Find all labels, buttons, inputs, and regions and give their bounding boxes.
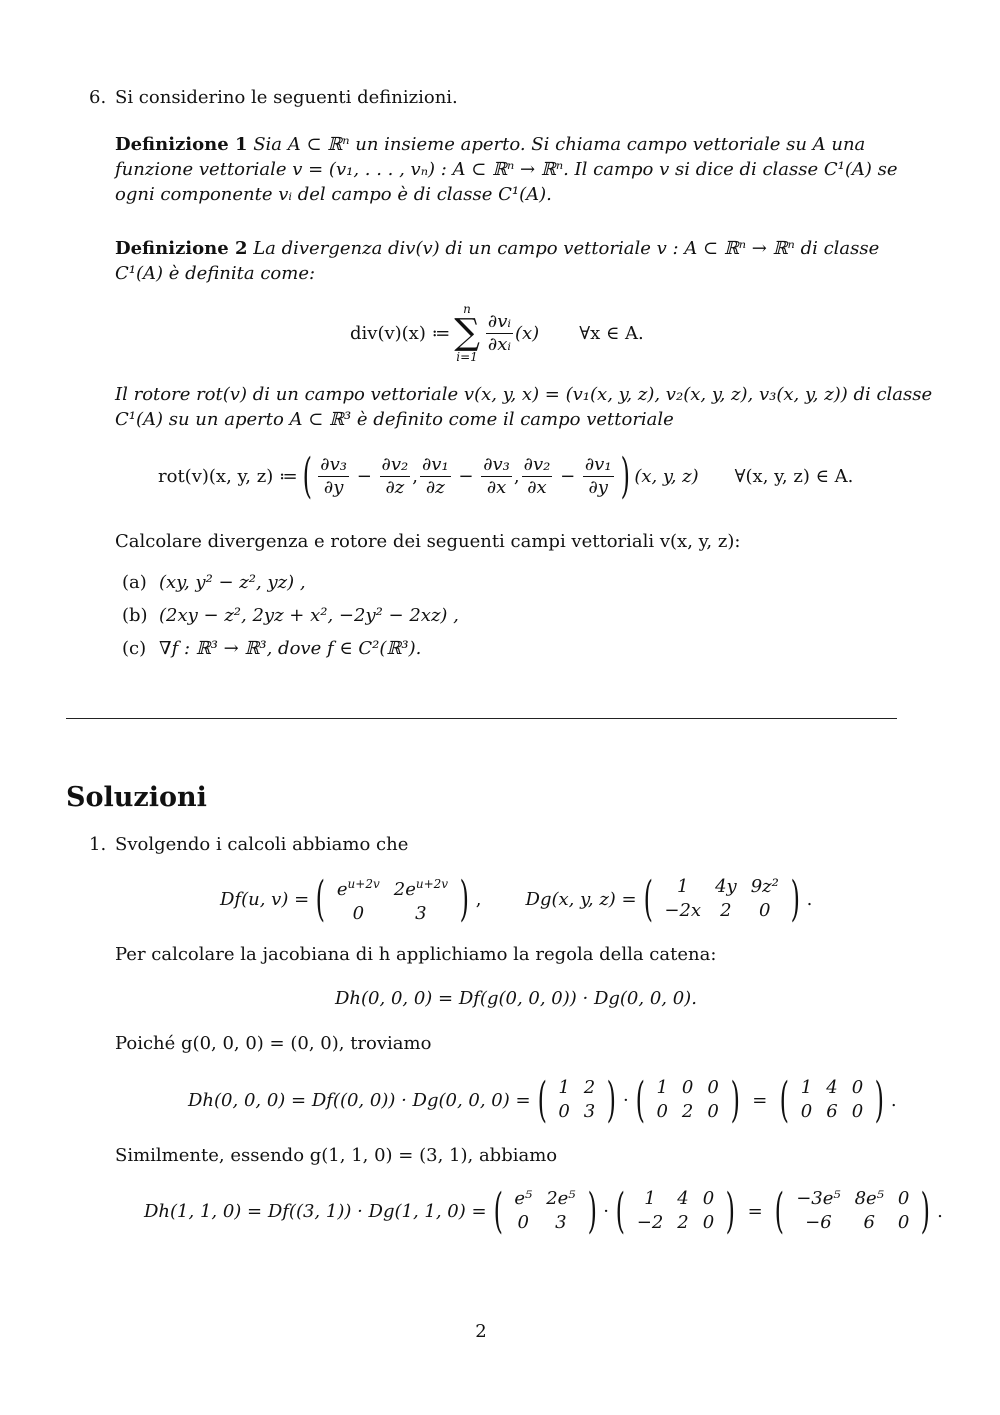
matrix-cell: 0 [897,1212,910,1233]
matrix-cell: 9z² [750,876,779,897]
definition-1-line-2: funzione vettoriale v = (v₁, . . . , vₙ) : A ⊂ ℝⁿ → ℝⁿ. Il campo v si dice di classe C¹(A) se [115,159,898,180]
eq0-matrix-1: ( 1 2 0 3 ) [537,1072,617,1128]
rotor-fraction-2 [380,454,411,499]
fraction-denominator: ∂x [486,476,507,498]
fraction-numerator: ∂v₃ [320,453,347,475]
matrix-cell: 0 [851,1077,864,1098]
sum-lower-limit: i=1 [456,350,478,364]
divergence-formula [350,302,644,364]
right-paren: ) [620,448,630,504]
item-b-label: (b) [122,605,148,626]
page-number: 2 [475,1321,487,1342]
fraction-denominator: ∂xᵢ [487,333,511,355]
eq0-matrix-3: ( 1 4 0 0 6 0 ) [779,1072,885,1128]
matrix-cell: 0 [517,1212,529,1233]
rotor-fraction-6 [583,454,614,499]
fraction-numerator: ∂v₂ [523,453,551,475]
matrix-cell: −2 [636,1212,664,1233]
fraction-denominator: ∂y [323,476,344,498]
summation-symbol: n ∑ i=1 [454,302,480,364]
df-lhs: Df(u, v) = [220,888,310,910]
matrix-cell: $e^{u+2v}$ [336,877,380,900]
matrix-cell: 8e⁵ [854,1188,884,1209]
matrix-cell: 2 [681,1101,694,1122]
fraction-denominator: ∂z [425,476,445,498]
item-a-label: (a) [122,572,147,593]
divergence-argument: (x) [515,322,540,344]
item-a-text: (xy, y² − z², yz) , [159,572,306,593]
eq1-matrix-3: ( −3e⁵ 8e⁵ 0 −6 6 0 ) [775,1183,931,1239]
item-b-text: (2xy − z², 2yz + x², −2y² − 2xz) , [159,605,459,626]
matrix-cell: 3 [555,1212,567,1233]
matrix-cell: 3 [583,1101,596,1122]
definition-2-line-2: C¹(A) è definita come: [115,263,316,284]
jacobian-at-110: Dh(1, 1, 0) = Df((3, 1)) · Dg(1, 1, 0) = ( e⁵ 2e⁵ 0 3 ) · ( 1 4 0 −2 2 0 ) = ( −3e⁵ 8e⁵ 0 −6 6 0 ) . [144,1183,943,1239]
matrix-cell: −3e⁵ [796,1188,841,1209]
matrix-cell: 1 [656,1077,668,1098]
matrix-cell: 1 [558,1077,570,1098]
rotor-fraction-4 [481,454,512,499]
definition-2-label: Definizione 2 [115,238,248,259]
rotor-lhs: rot(v)(x, y, z) ≔ [158,465,298,487]
fraction-denominator: ∂y [588,476,608,498]
solution-line-3: Poiché g(0, 0, 0) = (0, 0), troviamo [115,1033,432,1054]
eq1-matrix-2: ( 1 4 0 −2 2 0 ) [615,1183,736,1239]
jacobian-at-origin: Dh(0, 0, 0) = Df((0, 0)) · Dg(0, 0, 0) = ( 1 2 0 3 ) · ( 1 0 0 0 2 0 ) = ( 1 4 0 0 6 0 ) . [188,1072,897,1128]
solutions-heading: Soluzioni [66,782,207,813]
solution-line-2: Per calcolare la jacobiana di h applichiamo la regola della catena: [115,944,717,965]
matrix-cell: 4 [677,1188,689,1209]
eq0-lhs: Dh(0, 0, 0) = Df((0, 0)) · Dg(0, 0, 0) = [188,1089,531,1111]
fraction-numerator: ∂vᵢ [487,310,511,332]
matrix-cell: 1 [800,1077,813,1098]
matrix-cell: 4y [715,876,737,897]
rotor-fraction-3 [420,454,451,499]
item-c-text: ∇f : ℝ³ → ℝ³, dove f ∈ C²(ℝ³). [159,638,422,659]
rotor-line-1: Il rotore rot(v) di un campo vettoriale v(x, y, x) = (v₁(x, y, z), v₂(x, y, z), v₃(x, y, z)) di classe [115,384,933,405]
definition-1-line-3: ogni componente vᵢ del campo è di classe C¹(A). [115,184,552,205]
matrix-cell: 0 [707,1101,719,1122]
matrix-cell: 0 [702,1212,715,1233]
matrix-cell: 6 [826,1101,838,1122]
rotor-fraction-5 [522,454,553,499]
eq1-lhs: Dh(1, 1, 0) = Df((3, 1)) · Dg(1, 1, 0) = [144,1200,487,1222]
fraction-numerator: ∂v₂ [381,453,409,475]
fraction-denominator: ∂z [385,476,405,498]
definition-1-text-1: Sia A ⊂ ℝⁿ un insieme aperto. Si chiama campo vettoriale su A una [253,134,866,155]
left-paren: ( [302,448,312,504]
matrix-cell: 0 [851,1101,864,1122]
divergence-forall: ∀x ∈ A. [579,322,644,344]
matrix-cell: $2e^{u+2v}$ [393,877,449,900]
matrix-cell: 3 [415,903,427,924]
matrix-cell: 2e⁵ [546,1188,576,1209]
dg-lhs: Dg(x, y, z) = [525,888,637,910]
rotor-formula: rot(v)(x, y, z) ≔ ( $\frac{\text{∂v₃}}{\partial y}$ − $\frac{\text{∂v₂}}{\partial z}$ , $\frac{\text{∂v₁}}{\partial z}$ − $\frac{\text{∂v₃}}{\partial x}$ , $\frac{\text{∂v₂}}{\partial x}$ − $\frac{\text{∂v₁}}{\partial y}$ ) (x, y, z) ∀(x, y, z) ∈ A. [158,448,854,504]
matrix-cell: −6 [805,1212,832,1233]
matrix-cell: 2 [720,900,732,921]
task-statement: Calcolare divergenza e rotore dei seguenti campi vettoriali v(x, y, z): [115,531,741,552]
matrix-cell: 0 [707,1077,719,1098]
matrix-cell: 0 [352,903,365,924]
eq1-matrix-1: ( e⁵ 2e⁵ 0 3 ) [493,1183,597,1239]
matrix-cell: 2 [583,1077,596,1098]
definition-2-line-1 [115,237,879,261]
exercise-intro: Si considerino le seguenti definizioni. [115,87,458,108]
solution-line-1: Svolgendo i calcoli abbiamo che [115,834,409,855]
exercise-number: 6. [89,87,107,108]
definition-1-line-1 [115,133,865,157]
matrix-cell: 2 [677,1212,689,1233]
jacobian-formulas: Df(u, v) = ( $e^{u+2v}$ $2e^{u+2v}$ 0 3 ) , Dg(x, y, z) = ( 1 4y 9z² −2x 2 0 ) . [220,871,813,927]
solution-line-4: Similmente, essendo g(1, 1, 0) = (3, 1), abbiamo [115,1145,558,1166]
sum-upper-limit: n [463,302,471,316]
matrix-cell: 1 [644,1188,656,1209]
item-c-label: (c) [122,638,147,659]
fraction-numerator: ∂v₁ [421,453,449,475]
chain-rule-formula: Dh(0, 0, 0) = Df(g(0, 0, 0)) · Dg(0, 0, 0). [335,988,697,1009]
fraction-numerator: ∂v₃ [483,453,510,475]
eq0-matrix-2: ( 1 0 0 0 2 0 ) [635,1072,740,1128]
matrix-cell: 0 [759,900,771,921]
matrix-cell: 1 [676,876,689,897]
fraction-denominator: ∂x [527,476,547,498]
matrix-cell: 0 [702,1188,715,1209]
rotor-fraction-1 [318,454,349,499]
dg-matrix: ( 1 4y 9z² −2x 2 0 ) [643,871,800,927]
horizontal-rule [66,718,897,719]
divergence-fraction [486,311,513,356]
rotor-argument: (x, y, z) [634,465,699,487]
matrix-cell: 6 [863,1212,875,1233]
df-matrix: ( $e^{u+2v}$ $2e^{u+2v}$ 0 3 ) [315,871,470,927]
definition-1-label: Definizione 1 [115,134,248,155]
solution-number: 1. [89,834,107,855]
fraction-numerator: ∂v₁ [584,453,612,475]
divergence-lhs: div(v)(x) ≔ [350,322,451,344]
rotor-line-2: C¹(A) su un aperto A ⊂ ℝ³ è definito come il campo vettoriale [115,409,674,430]
matrix-cell: 0 [681,1077,694,1098]
matrix-cell: 0 [897,1188,910,1209]
definition-2-text-1: La divergenza div(v) di un campo vettoriale v : A ⊂ ℝⁿ → ℝⁿ di classe [253,238,880,259]
matrix-cell: 0 [800,1101,813,1122]
matrix-cell: 0 [656,1101,668,1122]
matrix-cell: 4 [826,1077,838,1098]
matrix-cell: −2x [664,900,702,921]
matrix-cell: 0 [558,1101,570,1122]
matrix-cell: e⁵ [514,1188,533,1209]
rotor-forall: ∀(x, y, z) ∈ A. [734,465,854,487]
